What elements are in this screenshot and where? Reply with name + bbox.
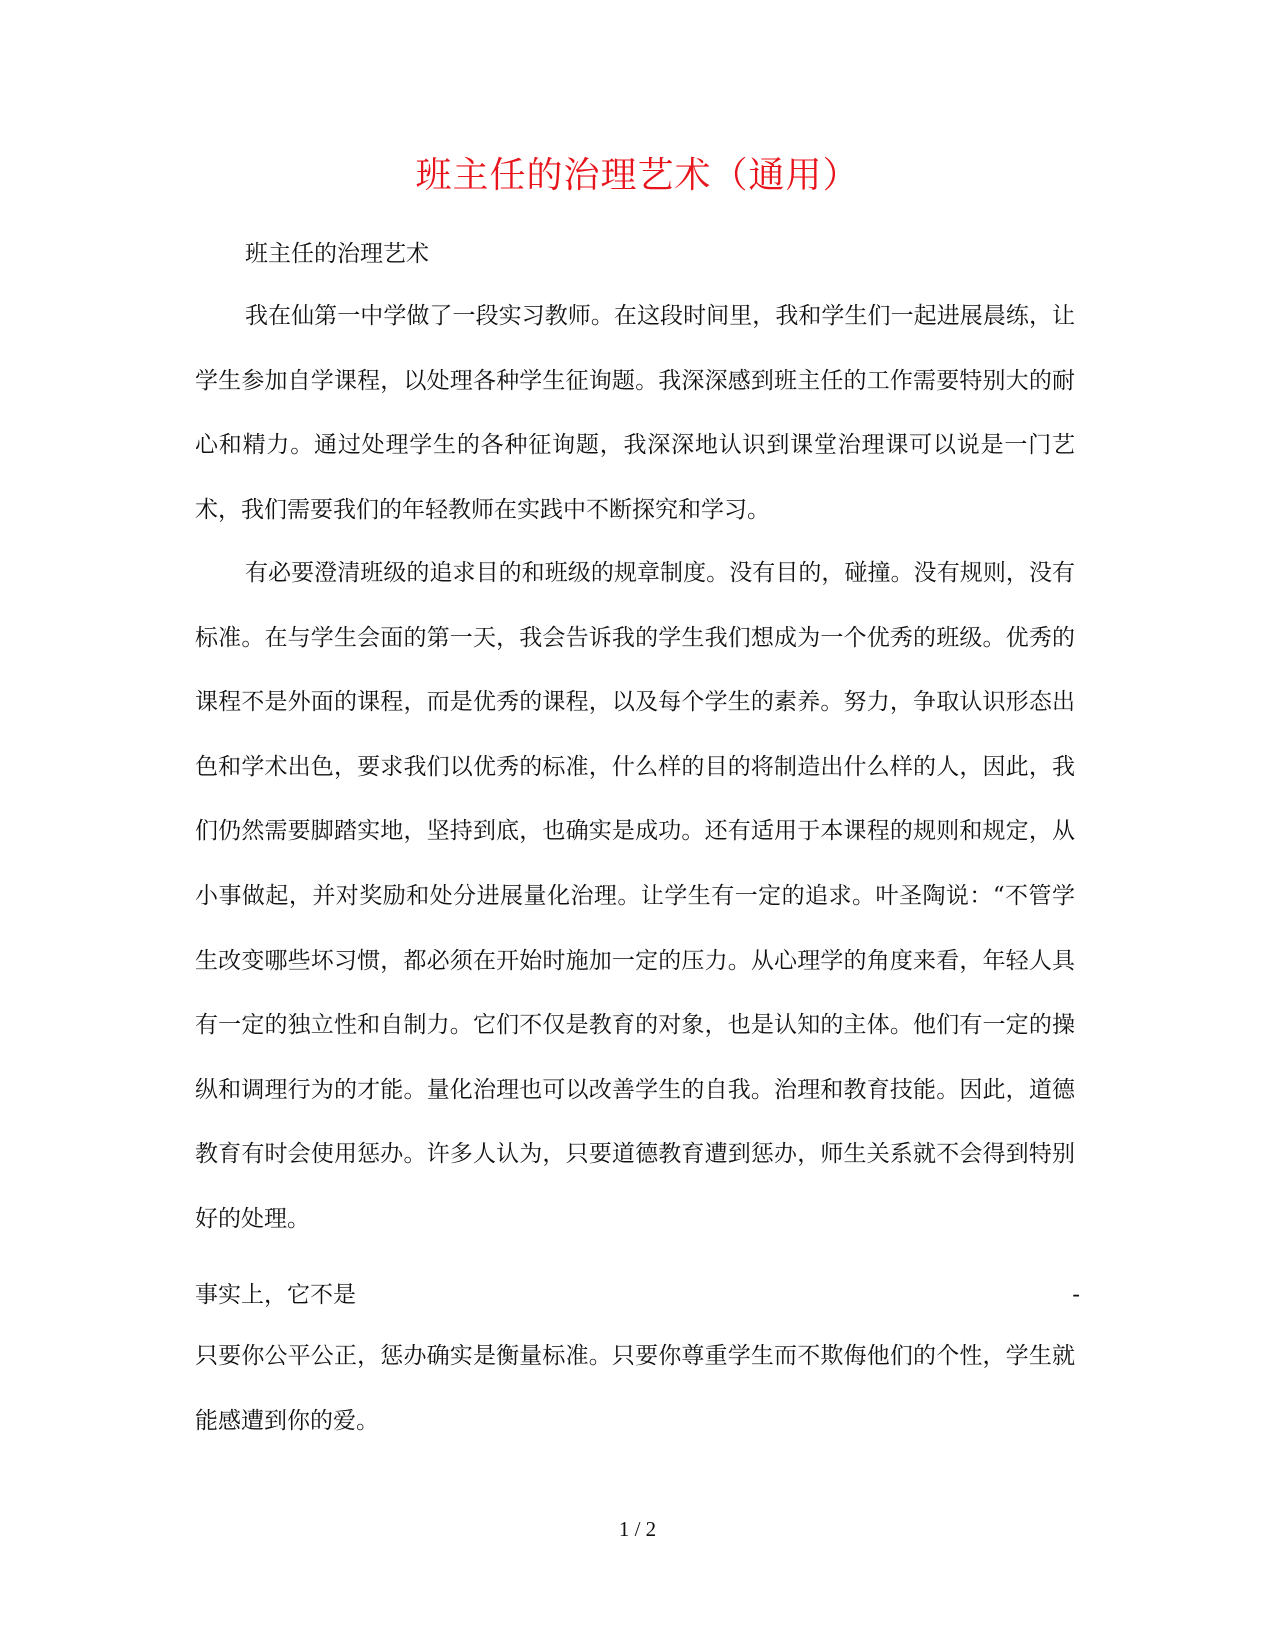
paragraph-1: 我在仙第一中学做了一段实习教师。在这段时间里，我和学生们一起进展晨练，让学生参加自学课程，以处理各种学生征询题。我深深感到班主任的工作需要特别大的耐心和精力。通过处理学生的各种征询题，我深深地认识到课堂治理课可以说是一门艺术，我们需要我们的年轻教师在实践中不断探究和学习。 <box>195 303 1075 523</box>
paragraph-2: 有必要澄清班级的追求目的和班级的规章制度。没有目的，碰撞。没有规则，没有标准。在与学生会面的第一天，我会告诉我的学生我们想成为一个优秀的班级。优秀的课程不是外面的课程，而是优秀的课程，以及每个学生的素养。努力，争取认识形态出色和学术出色，要求我们以优秀的标准，什么样的目的将制造出什么样的人，因此，我们仍然需要脚踏实地，坚持到底，也确实是成功。还有适用于本课程的规则和规定，从小事做起，并对奖励和处分进展量化治理。让学生有一定的追求。叶圣陶说：“不管学生改变哪些坏习惯，都必须在开始时施加一定的压力。从心理学的角度来看，年轻人具有一定的独立性和自制力。它们不仅是教育的对象，也是认知的主体。他们有一定的操纵和调理行为的才能。量化治理也可以改善学生的自我。治理和教育技能。因此，道德教育有时会使用惩办。许多人认为，只要道德教育遭到惩办，师生关系就不会得到特别好的处理。 <box>195 560 1075 1232</box>
paragraph-break-line <box>195 1263 1080 1327</box>
document-title: 班主任的治理艺术（通用） <box>415 155 860 196</box>
break-line-text: 事实上，它不是 <box>195 1282 356 1308</box>
break-line-dash: - <box>1072 1282 1080 1308</box>
page-number: 1 / 2 <box>618 1517 657 1541</box>
paragraph-continuation: 只要你公平公正，惩办确实是衡量标准。只要你尊重学生而不欺侮他们的个性，学生就能感遭到你的爱。 <box>195 1343 1075 1434</box>
section-heading: 班主任的治理艺术 <box>245 241 429 267</box>
